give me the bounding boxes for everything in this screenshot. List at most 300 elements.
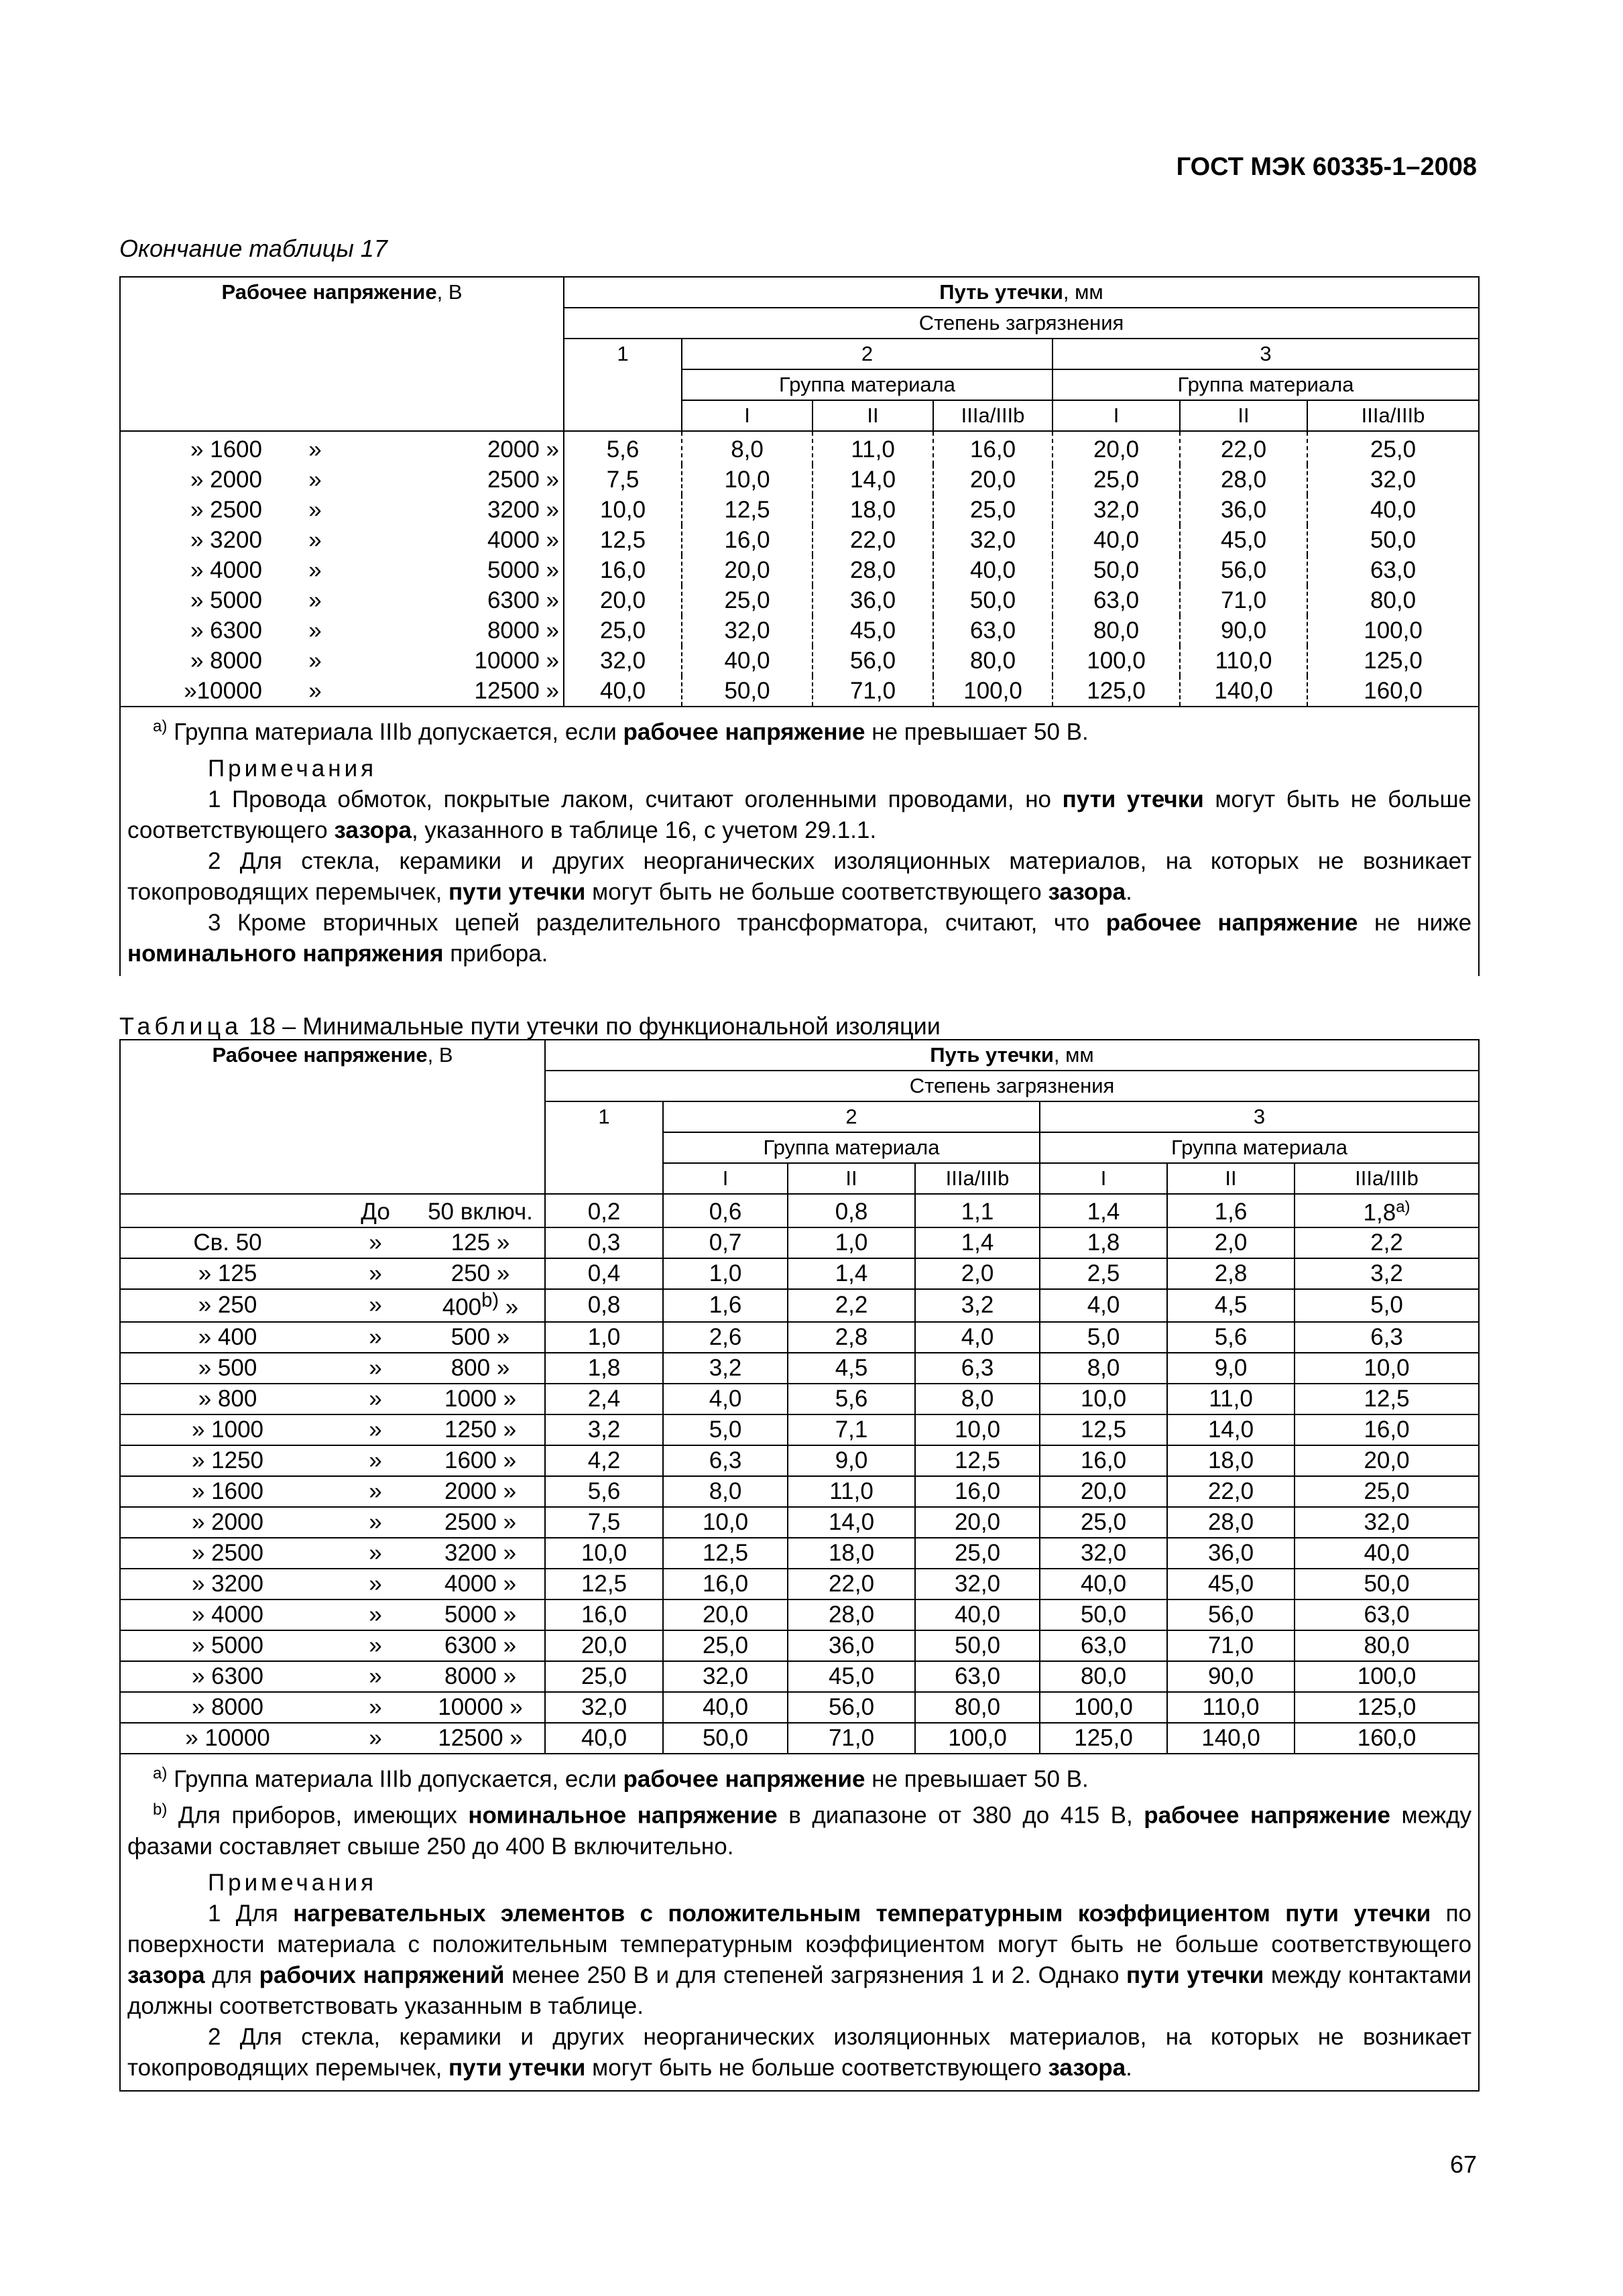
cell-voltage-from: » 3200 <box>120 525 266 555</box>
table-row <box>120 431 1479 465</box>
page-number: 67 <box>1449 2151 1477 2178</box>
cell-creepage-value: 32,0 <box>663 1661 788 1692</box>
cell-creepage-value: 80,0 <box>1053 615 1180 646</box>
cell-voltage-sep: » <box>308 647 322 674</box>
cell-creepage-value: 45,0 <box>1167 1569 1295 1599</box>
cell-creepage-value: 22,0 <box>1167 1476 1295 1507</box>
cell-creepage-value: 110,0 <box>1180 646 1307 676</box>
cell-creepage-value: 12,5 <box>682 495 813 525</box>
table-row <box>120 1414 1479 1445</box>
cell-creepage-value: 50,0 <box>663 1723 788 1754</box>
cell-creepage-value: 1,0 <box>788 1227 915 1258</box>
cell-voltage-to: 1600 » <box>416 1445 545 1476</box>
cell-creepage-value: 12,5 <box>545 1569 663 1599</box>
cell-creepage-value: 50,0 <box>682 676 813 707</box>
cell-voltage-from: » 800 <box>120 1384 335 1414</box>
cell-creepage-value: 4,0 <box>1040 1289 1167 1322</box>
cell-creepage-value: 160,0 <box>1307 676 1479 707</box>
cell-creepage-value: 8,0 <box>682 431 813 465</box>
cell-creepage-value: 5,0 <box>1040 1322 1167 1353</box>
cell-creepage-value: 1,8 <box>1040 1227 1167 1258</box>
cell-creepage-value: 25,0 <box>545 1661 663 1692</box>
header-group-3: IIIa/IIIb <box>1307 400 1479 431</box>
cell-creepage-value: 56,0 <box>788 1692 915 1723</box>
cell-creepage-value: 32,0 <box>564 646 682 676</box>
header-pollution-degree: Степень загрязнения <box>564 308 1479 339</box>
header-degree-3: 3 <box>1040 1101 1479 1132</box>
cell-voltage-from <box>120 1194 335 1227</box>
cell-creepage-value: 32,0 <box>1307 465 1479 495</box>
cell-creepage-value: 140,0 <box>1167 1723 1295 1754</box>
cell-creepage-value: 40,0 <box>663 1692 788 1723</box>
table-row <box>120 1723 1479 1754</box>
cell-creepage-value: 2,5 <box>1040 1258 1167 1289</box>
table-row <box>120 465 1479 495</box>
cell-creepage-value: 71,0 <box>813 676 933 707</box>
cell-creepage-value: 63,0 <box>1040 1630 1167 1661</box>
note-2: 2 Для стекла, керамики и других неорганических изоляционных материалов, на которых не возникает токопроводящих перемычек, пути утечки могут быть не больше соответствующего зазора. <box>127 2023 1472 2081</box>
cell-creepage-value: 25,0 <box>1307 431 1479 465</box>
note-1: 1 Провода обмоток, покрытые лаком, считают оголенными проводами, но пути утечки могут быть не больше соответствующего зазора, указанного в таблице 16, с учетом 29.1.1. <box>127 786 1472 843</box>
cell-voltage-from: » 1600 <box>120 1476 335 1507</box>
cell-voltage-sep: » <box>335 1476 416 1507</box>
table-17 <box>119 276 1480 976</box>
note-3: 3 Кроме вторичных цепей разделительного трансформатора, считают, что рабочее напряжение не ниже номинального напряжения прибора. <box>127 909 1472 967</box>
header-creepage: Путь утечки, мм <box>545 1040 1479 1071</box>
cell-voltage-from: » 5000 <box>120 585 266 615</box>
header-degree-3: 3 <box>1053 339 1479 369</box>
cell-voltage-from: » 1600 <box>120 431 266 465</box>
cell-creepage-value: 25,0 <box>1295 1476 1479 1507</box>
cell-voltage-from: » 1250 <box>120 1445 335 1476</box>
cell-creepage-value: 6,3 <box>915 1353 1040 1384</box>
cell-creepage-value: 5,0 <box>1295 1289 1479 1322</box>
cell-voltage-to: 12500 » <box>416 1723 545 1754</box>
cell-voltage-to: 800 » <box>416 1353 545 1384</box>
header-material-group: Группа материала <box>1053 369 1479 400</box>
cell-voltage-to: 4000 » <box>416 1569 545 1599</box>
table18-footer <box>120 1754 1479 2091</box>
cell-creepage-value: 20,0 <box>915 1507 1040 1538</box>
cell-creepage-value: 5,6 <box>1167 1322 1295 1353</box>
cell-creepage-value: 10,0 <box>1295 1353 1479 1384</box>
cell-creepage-value: 40,0 <box>915 1599 1040 1630</box>
cell-voltage-sep: » <box>308 496 322 523</box>
cell-voltage-sep: » <box>335 1630 416 1661</box>
cell-creepage-value: 3,2 <box>663 1353 788 1384</box>
cell-voltage-from: » 125 <box>120 1258 335 1289</box>
cell-creepage-value: 80,0 <box>933 646 1053 676</box>
cell-creepage-value: 0,3 <box>545 1227 663 1258</box>
cell-creepage-value: 50,0 <box>933 585 1053 615</box>
cell-voltage-sep: » <box>308 587 322 613</box>
table-row <box>120 1569 1479 1599</box>
cell-creepage-value: 12,5 <box>1295 1384 1479 1414</box>
cell-voltage-to: 2000 » <box>416 1476 545 1507</box>
table-row <box>120 1538 1479 1569</box>
table-row <box>120 1661 1479 1692</box>
cell-creepage-value: 12,5 <box>663 1538 788 1569</box>
cell-creepage-value: 0,2 <box>545 1194 663 1227</box>
cell-creepage-value: 63,0 <box>1053 585 1180 615</box>
table-row <box>120 1692 1479 1723</box>
cell-voltage-from: » 3200 <box>120 1569 335 1599</box>
cell-creepage-value: 10,0 <box>1040 1384 1167 1414</box>
header-degree-1: 1 <box>545 1101 663 1194</box>
cell-creepage-value: 56,0 <box>1180 555 1307 585</box>
cell-creepage-value: 16,0 <box>915 1476 1040 1507</box>
cell-voltage-to: 400$^{b)}$ » <box>416 1289 545 1322</box>
cell-creepage-value: 20,0 <box>545 1630 663 1661</box>
table-row <box>120 1507 1479 1538</box>
cell-creepage-value: 0,8 <box>545 1289 663 1322</box>
cell-voltage-from: » 2000 <box>120 465 266 495</box>
cell-creepage-value: 36,0 <box>788 1630 915 1661</box>
header-group-2: II <box>1180 400 1307 431</box>
cell-creepage-value: 6,3 <box>663 1445 788 1476</box>
cell-creepage-value: 40,0 <box>1053 525 1180 555</box>
cell-voltage-to: 2000 » <box>364 431 564 465</box>
cell-creepage-value: 22,0 <box>788 1569 915 1599</box>
header-material-group: Группа материала <box>1040 1132 1479 1163</box>
cell-creepage-value: 40,0 <box>1295 1538 1479 1569</box>
cell-creepage-value: 80,0 <box>1040 1661 1167 1692</box>
cell-creepage-value: 18,0 <box>788 1538 915 1569</box>
cell-creepage-value: 80,0 <box>915 1692 1040 1723</box>
cell-creepage-value: 20,0 <box>663 1599 788 1630</box>
cell-voltage-sep: » <box>335 1322 416 1353</box>
cell-creepage-value: 3,2 <box>545 1414 663 1445</box>
cell-voltage-from: » 4000 <box>120 555 266 585</box>
cell-creepage-value: 12,5 <box>1040 1414 1167 1445</box>
cell-creepage-value: 22,0 <box>813 525 933 555</box>
cell-creepage-value: 28,0 <box>1167 1507 1295 1538</box>
cell-creepage-value: 18,0 <box>813 495 933 525</box>
cell-creepage-value: 1,4 <box>788 1258 915 1289</box>
cell-creepage-value: 9,0 <box>1167 1353 1295 1384</box>
cell-creepage-value: 3,2 <box>1295 1258 1479 1289</box>
cell-voltage-to: 1000 » <box>416 1384 545 1414</box>
cell-creepage-value: 22,0 <box>1180 431 1307 465</box>
header-group-3: IIIa/IIIb <box>933 400 1053 431</box>
note-1: 1 Для нагревательных элементов с положительным температурным коэффициентом пути утечки по поверхности материала с положительным температурным коэффициентом могут быть не больше соответствующего зазора для рабочих напряжений менее 250 В и для степеней загрязнения 1 и 2. Однако пути утечки между контактами должны соответствовать указанным в таблице. <box>127 1900 1472 2019</box>
cell-creepage-value: 2,8 <box>788 1322 915 1353</box>
cell-voltage-to: 8000 » <box>416 1661 545 1692</box>
cell-creepage-value: 7,5 <box>564 465 682 495</box>
cell-creepage-value: 1,8 <box>545 1353 663 1384</box>
header-group-1: I <box>1040 1163 1167 1194</box>
cell-voltage-to: 3200 » <box>416 1538 545 1569</box>
cell-creepage-value: 50,0 <box>1295 1569 1479 1599</box>
cell-voltage-to: 3200 » <box>364 495 564 525</box>
cell-creepage-value: 32,0 <box>1295 1507 1479 1538</box>
cell-creepage-value: 25,0 <box>1040 1507 1167 1538</box>
cell-creepage-value: 32,0 <box>1040 1538 1167 1569</box>
cell-creepage-value: 10,0 <box>682 465 813 495</box>
header-group-2: II <box>788 1163 915 1194</box>
header-creepage: Путь утечки, мм <box>564 277 1479 308</box>
cell-creepage-value: 2,2 <box>1295 1227 1479 1258</box>
header-degree-1: 1 <box>564 339 682 431</box>
footnote-b: $^{b)}$ Для приборов, имеющих номинальное напряжение в диапазоне от 380 до 415 В, рабочее напряжение между фазами составляет свыше 250 до 400 В включительно. <box>127 1801 1471 1860</box>
cell-creepage-value: 8,0 <box>663 1476 788 1507</box>
cell-creepage-value: 14,0 <box>1167 1414 1295 1445</box>
cell-creepage-value: 50,0 <box>1307 525 1479 555</box>
cell-creepage-value: 20,0 <box>933 465 1053 495</box>
cell-voltage-to: 12500 » <box>364 676 564 707</box>
cell-voltage-sep: » <box>335 1599 416 1630</box>
cell-creepage-value: 16,0 <box>1295 1414 1479 1445</box>
cell-creepage-value: 36,0 <box>1167 1538 1295 1569</box>
cell-creepage-value: 1,0 <box>545 1322 663 1353</box>
footnote-a: $^{a)}$ Группа материала IIIb допускается, если рабочее напряжение не превышает 50 В. <box>153 1764 1089 1793</box>
cell-creepage-value: 28,0 <box>813 555 933 585</box>
cell-creepage-value: 1,1 <box>915 1194 1040 1227</box>
cell-voltage-to: 50 включ. <box>416 1194 545 1227</box>
cell-creepage-value: 2,2 <box>788 1289 915 1322</box>
cell-voltage-to: 125 » <box>416 1227 545 1258</box>
cell-creepage-value: 7,5 <box>545 1507 663 1538</box>
cell-creepage-value: 100,0 <box>1040 1692 1167 1723</box>
cell-creepage-value: 40,0 <box>545 1723 663 1754</box>
header-group-1: I <box>682 400 813 431</box>
cell-creepage-value: 2,0 <box>1167 1227 1295 1258</box>
cell-creepage-value: 32,0 <box>915 1569 1040 1599</box>
table-row <box>120 676 1479 707</box>
table-row <box>120 555 1479 585</box>
cell-creepage-value: 25,0 <box>1053 465 1180 495</box>
cell-creepage-value: 11,0 <box>813 431 933 465</box>
header-degree-2: 2 <box>663 1101 1040 1132</box>
table-row <box>120 1289 1479 1322</box>
table18-caption: Таблица 18 – Минимальные пути утечки по функциональной изоляции <box>119 1012 941 1040</box>
cell-creepage-value: 71,0 <box>788 1723 915 1754</box>
cell-voltage-to: 6300 » <box>364 585 564 615</box>
cell-creepage-value: 0,8 <box>788 1194 915 1227</box>
table-row <box>120 1322 1479 1353</box>
cell-creepage-value: 16,0 <box>1040 1445 1167 1476</box>
cell-creepage-value: 14,0 <box>813 465 933 495</box>
notes-title: Примечания <box>208 755 377 782</box>
cell-voltage-sep: » <box>335 1507 416 1538</box>
note-2: 2 Для стекла, керамики и других неорганических изоляционных материалов, на которых не возникает токопроводящих перемычек, пути утечки могут быть не больше соответствующего зазора. <box>127 847 1472 905</box>
header-group-2: II <box>813 400 933 431</box>
cell-creepage-value: 7,1 <box>788 1414 915 1445</box>
cell-creepage-value: 100,0 <box>933 676 1053 707</box>
footnote-a: $^{a)}$ Группа материала IIIb допускается, если рабочее напряжение не превышает 50 В. <box>153 717 1089 745</box>
cell-creepage-value: 125,0 <box>1040 1723 1167 1754</box>
cell-voltage-to: 5000 » <box>416 1599 545 1630</box>
cell-creepage-value: 40,0 <box>564 676 682 707</box>
cell-voltage-sep: » <box>335 1692 416 1723</box>
cell-creepage-value: 80,0 <box>1295 1630 1479 1661</box>
cell-creepage-value: 20,0 <box>564 585 682 615</box>
table-18 <box>119 1039 1480 2092</box>
cell-voltage-sep: » <box>308 436 322 463</box>
table-row <box>120 1630 1479 1661</box>
header-group-1: I <box>1053 400 1180 431</box>
cell-voltage-to: 10000 » <box>364 646 564 676</box>
cell-voltage-from: » 6300 <box>120 615 266 646</box>
cell-creepage-value: 1,8$^{a)}$ <box>1295 1194 1479 1227</box>
cell-voltage-sep: » <box>308 526 322 553</box>
cell-creepage-value: 100,0 <box>1307 615 1479 646</box>
cell-creepage-value: 20,0 <box>1040 1476 1167 1507</box>
cell-creepage-value: 2,8 <box>1167 1258 1295 1289</box>
cell-creepage-value: 1,6 <box>1167 1194 1295 1227</box>
cell-creepage-value: 20,0 <box>1053 431 1180 465</box>
cell-voltage-to: 5000 » <box>364 555 564 585</box>
cell-creepage-value: 4,0 <box>915 1322 1040 1353</box>
cell-creepage-value: 9,0 <box>788 1445 915 1476</box>
cell-creepage-value: 1,4 <box>1040 1194 1167 1227</box>
header-group-2: II <box>1167 1163 1295 1194</box>
cell-creepage-value: 25,0 <box>682 585 813 615</box>
cell-creepage-value: 25,0 <box>915 1538 1040 1569</box>
cell-creepage-value: 10,0 <box>663 1507 788 1538</box>
cell-creepage-value: 63,0 <box>1295 1599 1479 1630</box>
cell-voltage-from: » 5000 <box>120 1630 335 1661</box>
cell-voltage-sep: » <box>335 1258 416 1289</box>
cell-creepage-value: 25,0 <box>663 1630 788 1661</box>
header-working-voltage: Рабочее напряжение, В <box>120 277 564 431</box>
cell-creepage-value: 100,0 <box>915 1723 1040 1754</box>
cell-creepage-value: 25,0 <box>933 495 1053 525</box>
cell-creepage-value: 100,0 <box>1053 646 1180 676</box>
cell-creepage-value: 28,0 <box>1180 465 1307 495</box>
cell-creepage-value: 11,0 <box>788 1476 915 1507</box>
cell-creepage-value: 32,0 <box>682 615 813 646</box>
cell-creepage-value: 50,0 <box>1040 1599 1167 1630</box>
cell-creepage-value: 71,0 <box>1167 1630 1295 1661</box>
cell-creepage-value: 125,0 <box>1307 646 1479 676</box>
cell-voltage-sep: » <box>335 1538 416 1569</box>
cell-creepage-value: 12,5 <box>564 525 682 555</box>
cell-voltage-sep: » <box>335 1353 416 1384</box>
cell-voltage-to: 1250 » <box>416 1414 545 1445</box>
table18-body <box>120 1194 1479 1754</box>
cell-voltage-sep: » <box>335 1227 416 1258</box>
table-row <box>120 1227 1479 1258</box>
cell-voltage-sep: До <box>335 1194 416 1227</box>
table-row <box>120 585 1479 615</box>
cell-creepage-value: 40,0 <box>682 646 813 676</box>
cell-creepage-value: 11,0 <box>1167 1384 1295 1414</box>
cell-creepage-value: 36,0 <box>1180 495 1307 525</box>
cell-creepage-value: 45,0 <box>788 1661 915 1692</box>
cell-voltage-sep: » <box>308 466 322 493</box>
cell-creepage-value: 25,0 <box>564 615 682 646</box>
cell-creepage-value: 4,5 <box>788 1353 915 1384</box>
cell-creepage-value: 10,0 <box>564 495 682 525</box>
cell-creepage-value: 71,0 <box>1180 585 1307 615</box>
cell-voltage-from: » 8000 <box>120 1692 335 1723</box>
cell-voltage-from: » 1000 <box>120 1414 335 1445</box>
cell-voltage-from: »10000 <box>120 676 266 707</box>
cell-creepage-value: 14,0 <box>788 1507 915 1538</box>
cell-creepage-value: 4,0 <box>663 1384 788 1414</box>
cell-creepage-value: 63,0 <box>915 1661 1040 1692</box>
cell-voltage-from: » 400 <box>120 1322 335 1353</box>
cell-voltage-to: 10000 » <box>416 1692 545 1723</box>
cell-voltage-from: » 500 <box>120 1353 335 1384</box>
cell-creepage-value: 0,6 <box>663 1194 788 1227</box>
cell-creepage-value: 1,6 <box>663 1289 788 1322</box>
cell-creepage-value: 90,0 <box>1167 1661 1295 1692</box>
cell-creepage-value: 2,4 <box>545 1384 663 1414</box>
cell-voltage-to: 4000 » <box>364 525 564 555</box>
cell-voltage-from: » 2000 <box>120 1507 335 1538</box>
header-group-1: I <box>663 1163 788 1194</box>
cell-creepage-value: 32,0 <box>545 1692 663 1723</box>
cell-voltage-from: » 10000 <box>120 1723 335 1754</box>
cell-creepage-value: 5,0 <box>663 1414 788 1445</box>
cell-voltage-from: » 8000 <box>120 646 266 676</box>
cell-creepage-value: 5,6 <box>564 431 682 465</box>
cell-creepage-value: 2,0 <box>915 1258 1040 1289</box>
table-row <box>120 495 1479 525</box>
table-row <box>120 1445 1479 1476</box>
header-group-3: IIIa/IIIb <box>915 1163 1040 1194</box>
cell-voltage-to: 6300 » <box>416 1630 545 1661</box>
header-working-voltage: Рабочее напряжение, В <box>120 1040 545 1194</box>
cell-creepage-value: 45,0 <box>813 615 933 646</box>
cell-creepage-value: 5,6 <box>788 1384 915 1414</box>
table17-caption: Окончание таблицы 17 <box>119 235 387 262</box>
cell-voltage-from: » 2500 <box>120 495 266 525</box>
cell-voltage-sep: » <box>266 676 364 707</box>
notes-title: Примечания <box>208 1869 377 1896</box>
table-row <box>120 646 1479 676</box>
cell-creepage-value: 20,0 <box>682 555 813 585</box>
cell-creepage-value: 1,4 <box>915 1227 1040 1258</box>
cell-creepage-value: 12,5 <box>915 1445 1040 1476</box>
document-header: ГОСТ МЭК 60335-1–2008 <box>1176 153 1477 181</box>
cell-creepage-value: 4,5 <box>1167 1289 1295 1322</box>
cell-voltage-sep: » <box>335 1661 416 1692</box>
cell-creepage-value: 0,7 <box>663 1227 788 1258</box>
cell-creepage-value: 125,0 <box>1053 676 1180 707</box>
cell-creepage-value: 16,0 <box>933 431 1053 465</box>
header-pollution-degree: Степень загрязнения <box>545 1071 1479 1101</box>
cell-creepage-value: 4,2 <box>545 1445 663 1476</box>
cell-creepage-value: 63,0 <box>1307 555 1479 585</box>
cell-voltage-to: 2500 » <box>416 1507 545 1538</box>
cell-voltage-from: Св. 50 <box>120 1227 335 1258</box>
cell-voltage-sep: » <box>335 1723 416 1754</box>
cell-creepage-value: 5,6 <box>545 1476 663 1507</box>
cell-creepage-value: 2,6 <box>663 1322 788 1353</box>
cell-creepage-value: 16,0 <box>663 1569 788 1599</box>
cell-creepage-value: 8,0 <box>915 1384 1040 1414</box>
cell-voltage-sep: » <box>308 556 322 583</box>
table-row <box>120 1194 1479 1227</box>
cell-creepage-value: 140,0 <box>1180 676 1307 707</box>
table-row <box>120 1476 1479 1507</box>
table-row <box>120 1258 1479 1289</box>
cell-voltage-sep: » <box>335 1414 416 1445</box>
cell-creepage-value: 56,0 <box>1167 1599 1295 1630</box>
cell-creepage-value: 16,0 <box>564 555 682 585</box>
cell-voltage-to: 500 » <box>416 1322 545 1353</box>
cell-voltage-sep: » <box>335 1289 416 1322</box>
cell-creepage-value: 32,0 <box>933 525 1053 555</box>
cell-voltage-from: » 6300 <box>120 1661 335 1692</box>
cell-creepage-value: 40,0 <box>1307 495 1479 525</box>
cell-voltage-to: 8000 » <box>364 615 564 646</box>
table17-footer <box>120 707 1479 976</box>
cell-voltage-sep: » <box>335 1445 416 1476</box>
